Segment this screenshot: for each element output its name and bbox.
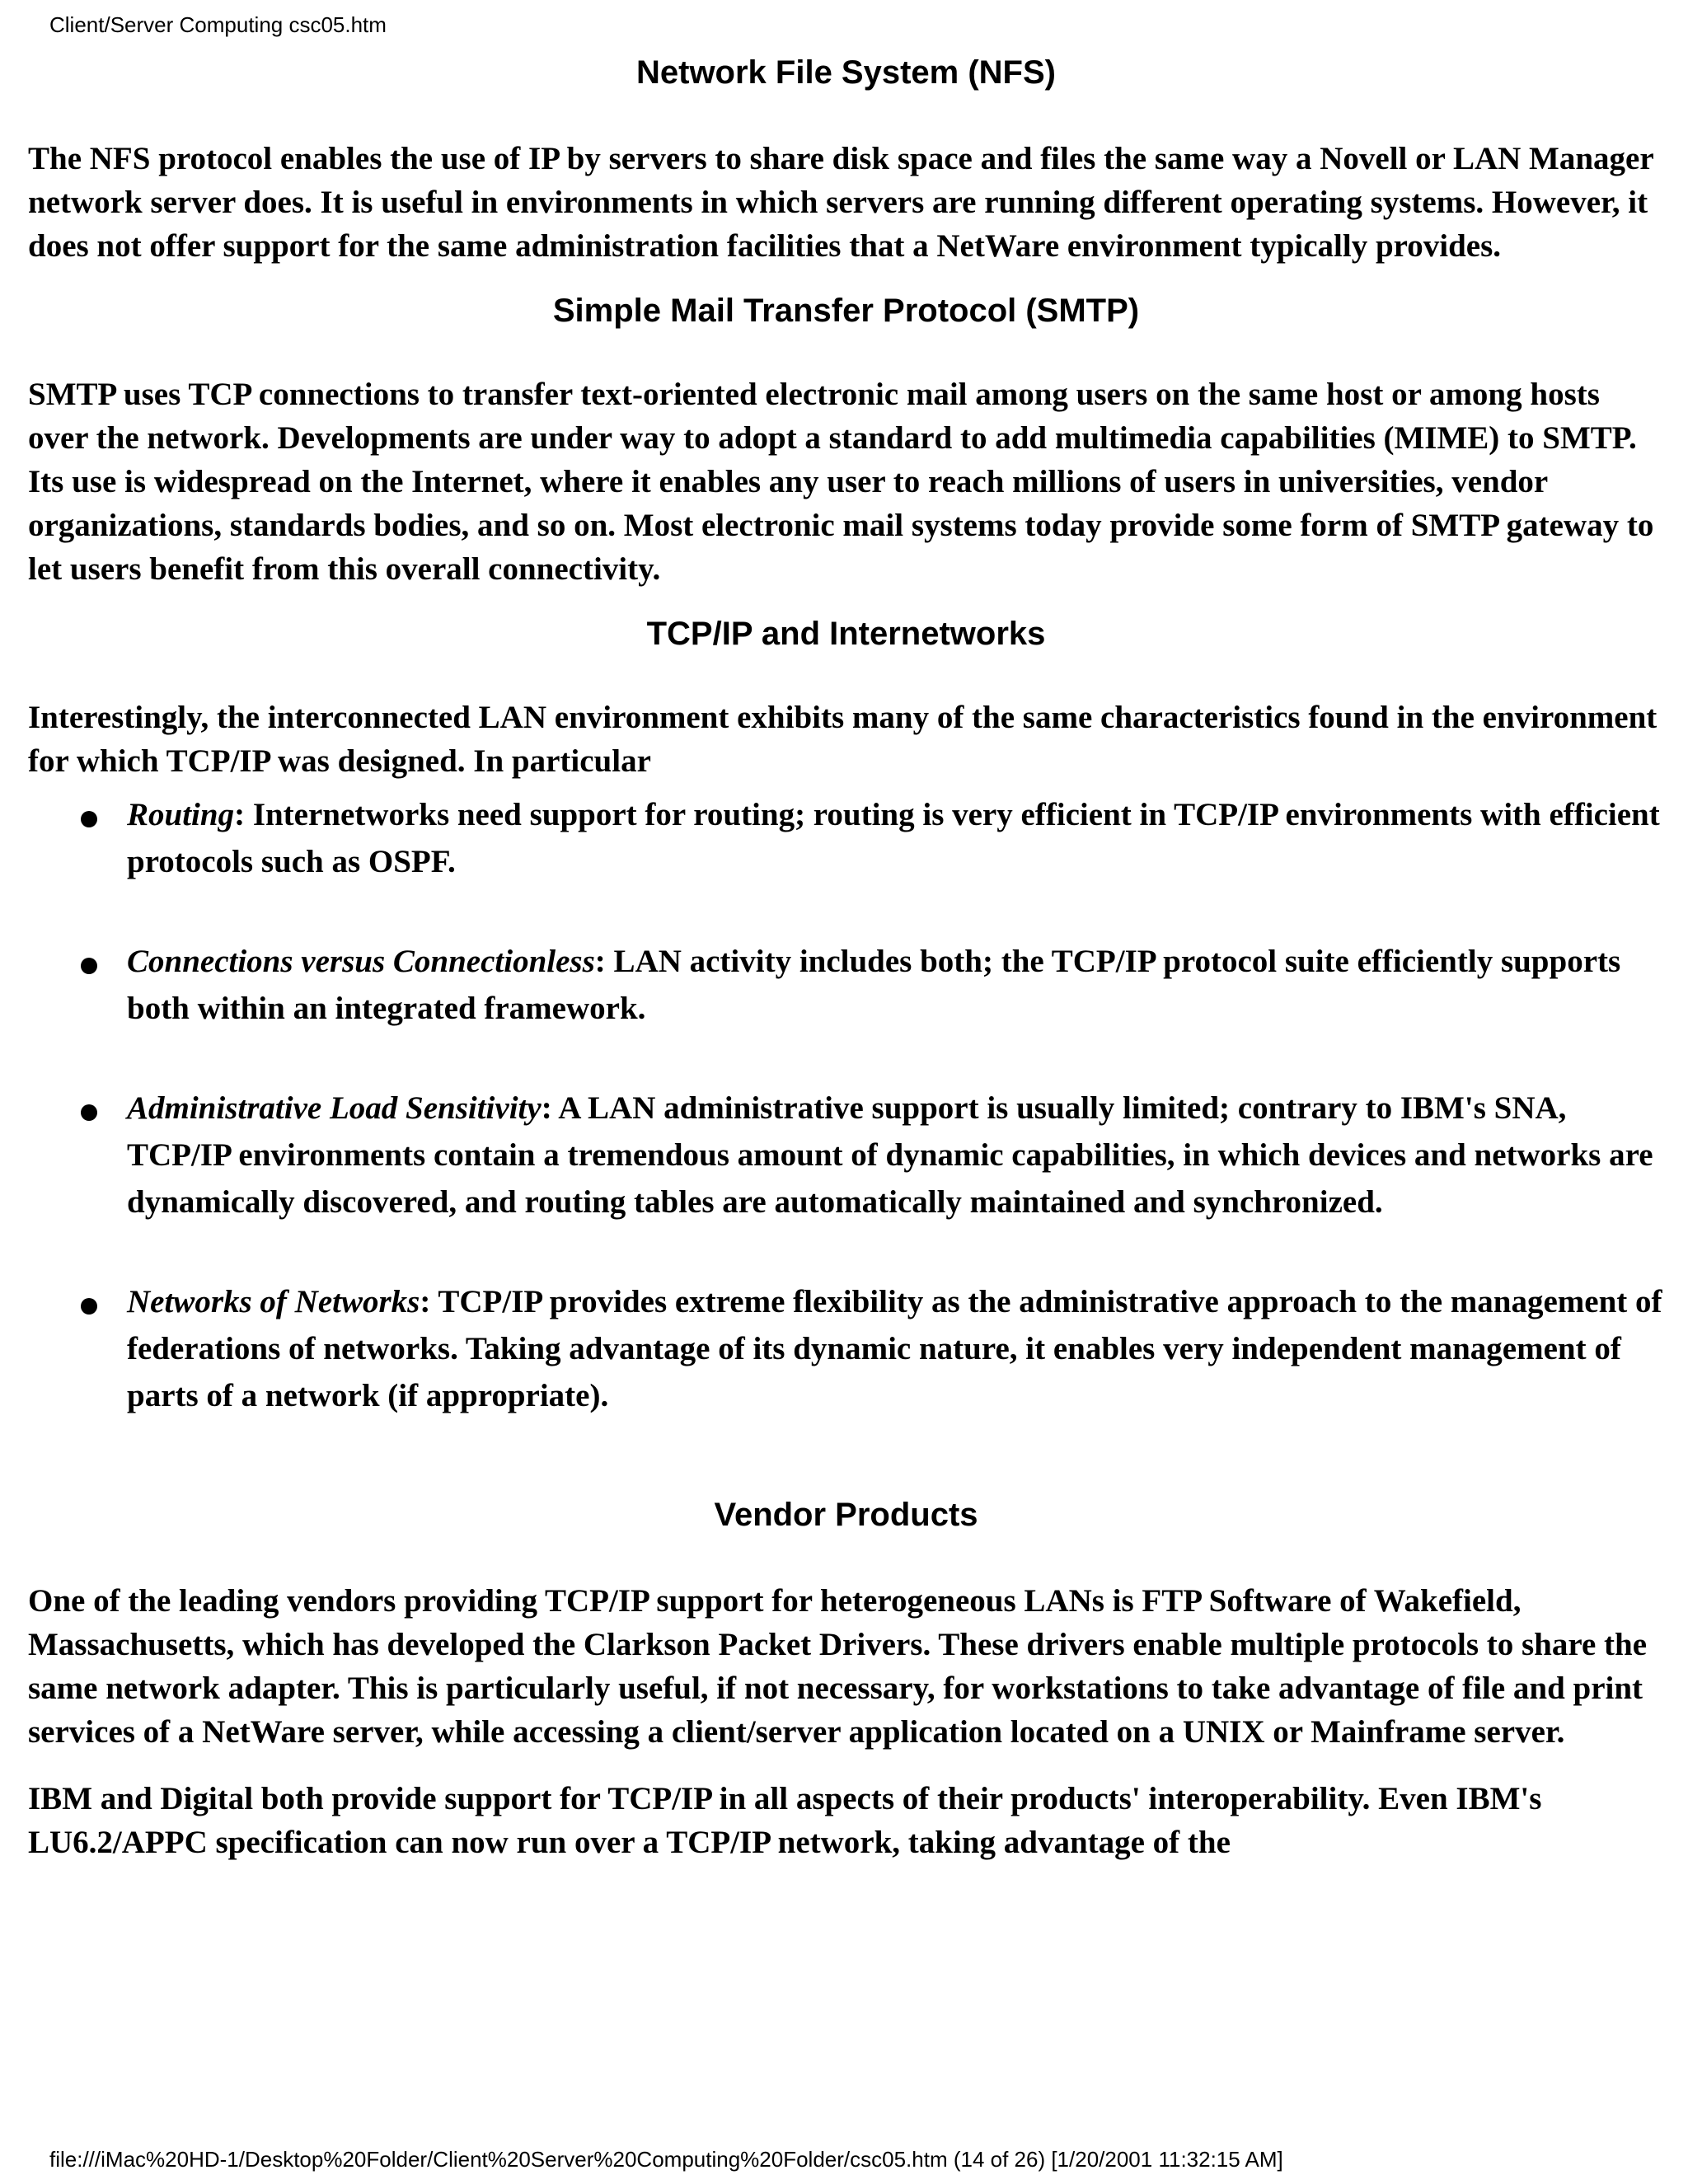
list-item-term: Administrative Load Sensitivity — [127, 1090, 542, 1126]
list-item-term: Networks of Networks — [127, 1284, 420, 1319]
print-footer: file:///iMac%20HD-1/Desktop%20Folder/Client%20Server%20Computing%20Folder/csc05.htm (14 of 26) [1/20/2001 11:32:15 AM] — [49, 2147, 1283, 2172]
characteristics-list — [28, 791, 1664, 1419]
print-header: Client/Server Computing csc05.htm — [49, 12, 387, 37]
heading-smtp: Simple Mail Transfer Protocol (SMTP) — [552, 293, 1140, 329]
bullet-icon — [81, 958, 97, 974]
list-item-text: : Internetworks need support for routing; routing is very efficient in TCP/IP environments with efficient protocols such as OSPF. — [127, 797, 1660, 879]
document-body — [28, 53, 1664, 1864]
list-item-administrative-load — [28, 1085, 1664, 1226]
paragraph-tcpip-intro: Interestingly, the interconnected LAN environment exhibits many of the same characteristics found in the environment for which TCP/IP was designed. In particular — [28, 700, 1658, 779]
list-item-term: Connections versus Connectionless — [127, 944, 595, 979]
paragraph-vendor-ibm-digital: IBM and Digital both provide support for TCP/IP in all aspects of their products' interoperability. Even IBM's LU6.2/APPC specification can now run over a TCP/IP network, taking advantage of the — [28, 1781, 1542, 1860]
bullet-icon — [81, 1298, 97, 1315]
list-item-text: : TCP/IP provides extreme flexibility as the administrative approach to the management of federations of networks. Taking advantage of its dynamic nature, it enables very independent management of parts of a network (if appropriate). — [127, 1284, 1662, 1413]
bullet-icon — [81, 811, 97, 827]
heading-tcpip-internetworks: TCP/IP and Internetworks — [646, 616, 1046, 652]
heading-vendor-products: Vendor Products — [714, 1497, 978, 1533]
list-item-connections — [28, 938, 1664, 1032]
list-item-networks-of-networks — [28, 1278, 1664, 1419]
bullet-icon — [81, 1104, 97, 1121]
list-item-text: : A LAN administrative support is usually limited; contrary to IBM's SNA, TCP/IP environments contain a tremendous amount of dynamic capabilities, in which devices and networks are dynamically discovered, and routing tables are automatically maintained and synchronized. — [127, 1090, 1653, 1220]
heading-nfs: Network File System (NFS) — [635, 54, 1056, 91]
paragraph-smtp: SMTP uses TCP connections to transfer text-oriented electronic mail among users on the same host or among hosts over the network. Developments are under way to adopt a standard to add multimedia capabilities (MIME) to SMTP. Its use is widespread on the Internet, where it enables any user to reach millions of users in universities, vendor organizations, standards bodies, and so on. Most electronic mail systems today provide some form of SMTP gateway to let users benefit from this overall connectivity. — [28, 377, 1654, 587]
list-item-text: : LAN activity includes both; the TCP/IP protocol suite efficiently supports both within an integrated framework. — [127, 944, 1621, 1026]
list-item-routing — [28, 791, 1664, 885]
paragraph-nfs: The NFS protocol enables the use of IP by servers to share disk space and files the same way a Novell or LAN Manager network server does. It is useful in environments in which servers are running different operating systems. However, it does not offer support for the same administration facilities that a NetWare environment typically provides. — [28, 141, 1653, 264]
paragraph-vendor-ftp: One of the leading vendors providing TCP/IP support for heterogeneous LANs is FTP Software of Wakefield, Massachusetts, which has developed the Clarkson Packet Drivers. These drivers enable multiple protocols to share the same network adapter. This is particularly useful, if not necessary, for workstations to take advantage of file and print services of a NetWare server, while accessing a client/server application located on a UNIX or Mainframe server. — [28, 1583, 1648, 1750]
list-item-term: Routing — [127, 797, 235, 832]
